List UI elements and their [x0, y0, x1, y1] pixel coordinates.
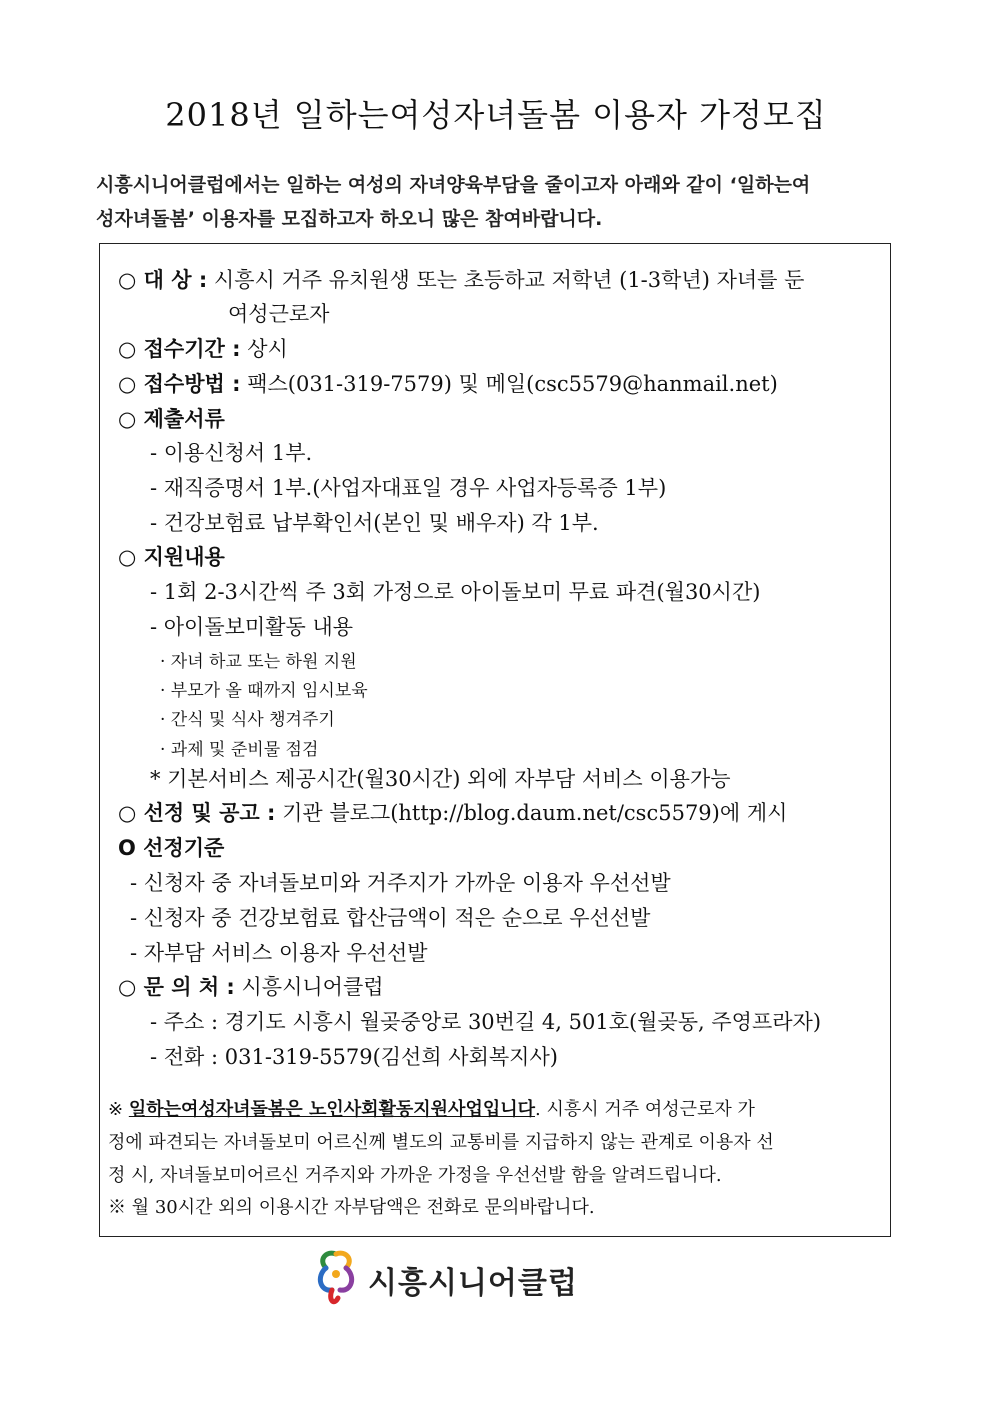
document-item: - 이용신청서 1부. — [150, 441, 313, 465]
intro-paragraph — [96, 168, 896, 236]
page-title: 2018년 일하는여성자녀돌봄 이용자 가정모집 — [165, 96, 827, 134]
note-line-1-rest: . 시흥시 거주 여성근로자 가 — [535, 1099, 755, 1120]
method-text: 팩스(031-319-7579) 및 메일(csc5579@hanmail.net) — [247, 372, 778, 396]
support-sub-item: · 자녀 하교 또는 하원 지원 — [160, 652, 357, 672]
criteria-item: - 신청자 중 건강보험료 합산금액이 적은 순으로 우선선발 — [130, 906, 651, 930]
period-label: ○ 접수기간 : — [118, 337, 241, 361]
documents-label: ○ 제출서류 — [118, 407, 225, 431]
period-text: 상시 — [247, 337, 288, 361]
document-item: - 건강보험료 납부확인서(본인 및 배우자) 각 1부. — [150, 511, 599, 535]
footer-logo — [312, 1248, 612, 1308]
support-item-2: - 아이돌보미활동 내용 — [150, 615, 354, 639]
support-sub-item: · 과제 및 준비물 점검 — [160, 740, 319, 760]
target-label: ○ 대 상 : — [118, 268, 208, 292]
note-mark: ※ — [108, 1099, 129, 1120]
method-row — [118, 368, 778, 398]
criteria-item: - 자부담 서비스 이용자 우선선발 — [130, 941, 428, 965]
notice-row — [118, 797, 787, 827]
document-item: - 재직증명서 1부.(사업자대표일 경우 사업자등록증 1부) — [150, 476, 667, 500]
contact-row — [118, 971, 384, 1001]
contact-label: ○ 문 의 처 : — [118, 975, 235, 999]
contact-phone: - 전화 : 031-319-5579(김선희 사회복지사) — [150, 1045, 558, 1069]
contact-text: 시흥시니어클럽 — [241, 975, 384, 999]
note-1 — [108, 1093, 884, 1192]
target-text: 시흥시 거주 유치원생 또는 초등하교 저학년 (1-3학년) 자녀를 둔 — [213, 268, 805, 292]
support-sub-item: · 부모가 올 때까지 임시보육 — [160, 681, 368, 701]
target-row — [118, 264, 804, 294]
note-bold: 일하는여성자녀돌봄은 노인사회활동지원사업입니다 — [128, 1099, 536, 1120]
notice-text: 기관 블로그(http://blog.daum.net/csc5579)에 게시 — [282, 801, 788, 825]
criteria-item: - 신청자 중 자녀돌보미와 거주지가 가까운 이용자 우선선발 — [130, 871, 671, 895]
method-label: ○ 접수방법 : — [118, 372, 241, 396]
support-sub-item: · 간식 및 식사 챙겨주기 — [160, 710, 335, 730]
notice-label: ○ 선정 및 공고 : — [118, 801, 276, 825]
criteria-label: O 선정기준 — [118, 836, 225, 860]
org-name: 시흥시니어클럽 — [368, 1266, 578, 1301]
support-label: ○ 지원내용 — [118, 545, 225, 569]
target-text-2: 여성근로자 — [228, 302, 330, 326]
intro-line-2: 성자녀돌봄’ 이용자를 모집하고자 하오니 많은 참여바랍니다. — [96, 208, 603, 230]
support-extra: * 기본서비스 제공시간(월30시간) 외에 자부담 서비스 이용가능 — [150, 767, 731, 791]
intro-line-1: 시흥시니어클럽에서는 일하는 여성의 자녀양육부담을 줄이고자 아래와 같이 ‘일하는여 — [96, 174, 811, 196]
senior-club-logo-icon — [312, 1248, 360, 1308]
support-item-1: - 1회 2-3시간씩 주 3회 가정으로 아이돌보미 무료 파견(월30시간) — [150, 580, 761, 604]
note-line-3: 정 시, 자녀돌보미어르신 거주지와 가까운 가정을 우선선발 함을 알려드립니다. — [108, 1165, 722, 1186]
note-line-2: 정에 파견되는 자녀돌보미 어르신께 별도의 교통비를 지급하지 않는 관계로 이용자 선 — [108, 1132, 774, 1153]
period-row — [118, 333, 288, 363]
note-2: ※ 월 30시간 외의 이용시간 자부담액은 전화로 문의바랍니다. — [108, 1197, 595, 1218]
contact-address: - 주소 : 경기도 시흥시 월곶중앙로 30번길 4, 501호(월곶동, 주영프라자) — [150, 1010, 822, 1034]
